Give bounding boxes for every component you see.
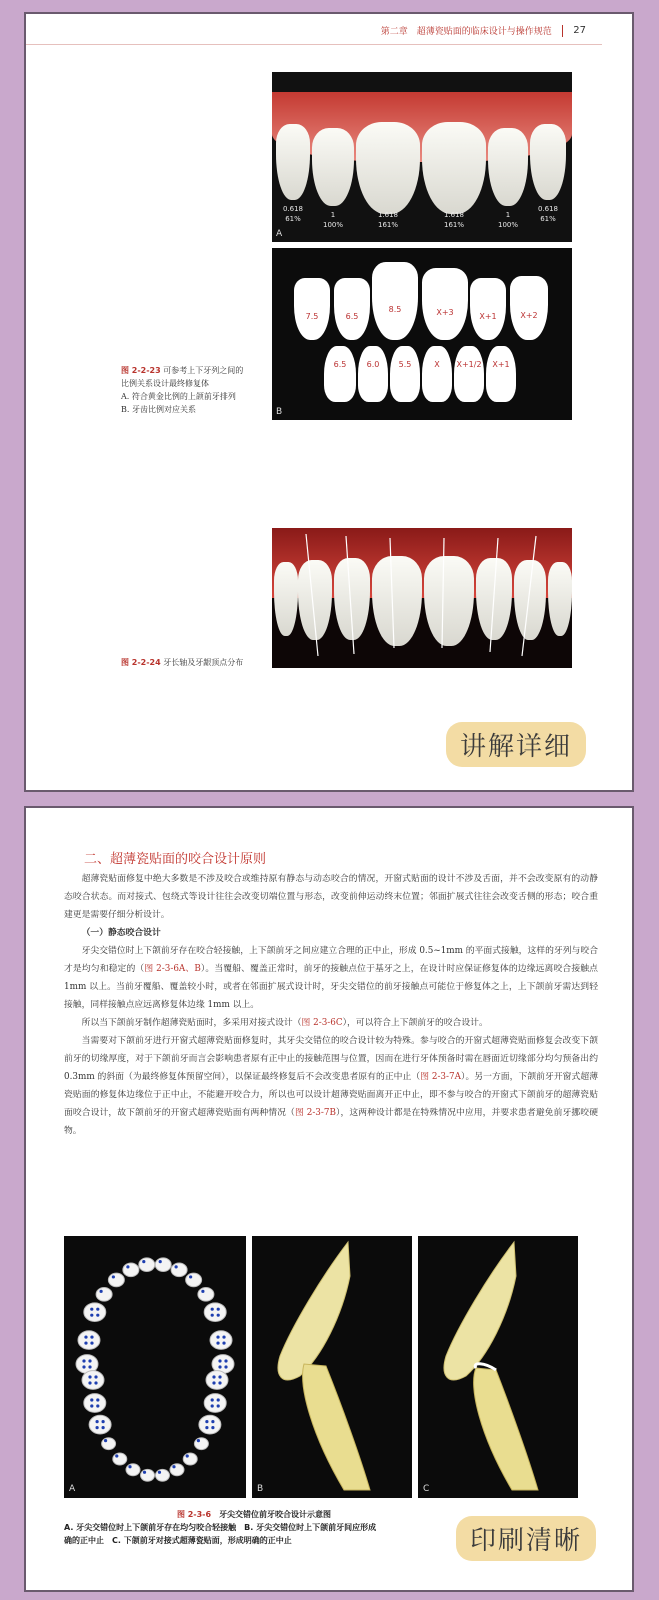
contact-point <box>211 1398 214 1401</box>
upper-tooth <box>294 278 330 340</box>
promo-badge: 印刷清晰 <box>456 1516 596 1561</box>
section-title: 二、超薄瓷贴面的咬合设计原则 <box>84 852 267 867</box>
arch-tooth <box>204 1394 226 1413</box>
contact-point <box>84 1335 87 1338</box>
arch-teeth <box>76 1258 234 1481</box>
upper-incisor <box>278 1242 350 1380</box>
contact-point <box>205 1426 208 1429</box>
figure-caption-2-2-24 <box>121 656 271 669</box>
ratio-label: 1.618 161% <box>377 211 399 229</box>
caption-line: 可参考上下牙列之间的 <box>163 366 244 375</box>
contact-point <box>88 1381 91 1384</box>
chapter-title: 第二章 超薄瓷贴面的临床设计与操作规范 <box>380 27 552 37</box>
contact-point <box>211 1404 214 1407</box>
contact-point <box>100 1290 103 1293</box>
contact-point <box>159 1260 162 1263</box>
contact-point <box>211 1420 214 1423</box>
contact-point <box>82 1365 85 1368</box>
contact-point <box>211 1426 214 1429</box>
figure-reference[interactable]: 图 2-3-7A <box>420 1072 461 1082</box>
arch-tooth <box>139 1258 155 1272</box>
lower-incisor <box>474 1368 538 1490</box>
figure-tooth-axes <box>272 528 572 668</box>
figure-caption-2-3-6 <box>64 1508 444 1547</box>
arch-tooth <box>155 1469 169 1481</box>
proportion-label: X+1 <box>492 360 510 369</box>
arch-tooth <box>123 1263 139 1277</box>
tooth-axis-line <box>442 538 444 648</box>
figure-reference[interactable]: 图 2-3-7B <box>294 1108 336 1118</box>
contact-point <box>172 1465 175 1468</box>
upper-tooth <box>334 278 370 340</box>
arch-tooth <box>108 1273 124 1287</box>
contact-point <box>216 1341 219 1344</box>
contact-point <box>82 1359 85 1362</box>
arch-tooth <box>155 1258 171 1272</box>
contact-point <box>189 1275 192 1278</box>
caption-title-text: 牙尖交错位前牙咬合设计示意图 <box>219 1510 332 1519</box>
paragraph <box>64 942 598 1014</box>
contact-point <box>186 1454 189 1457</box>
lower-tooth <box>486 346 516 402</box>
panel-label-a: A <box>276 229 283 239</box>
arch-tooth <box>206 1371 228 1390</box>
arch-tooth <box>170 1464 184 1476</box>
panel-label-a: A <box>69 1484 76 1494</box>
contact-point <box>158 1471 161 1474</box>
promo-badge: 讲解详细 <box>446 722 586 767</box>
figure-smile-photo <box>272 72 572 242</box>
contact-point <box>90 1398 93 1401</box>
arch-tooth <box>141 1469 155 1481</box>
proportion-label: 6.0 <box>366 360 380 369</box>
tooth <box>276 124 310 200</box>
contact-point <box>90 1341 93 1344</box>
ratio-label: 1 100% <box>497 211 518 229</box>
arch-tooth <box>96 1288 112 1302</box>
paragraph <box>64 1014 598 1032</box>
caption-line: 确的正中止 C. 下颌前牙对接式超薄瓷贴面，形成明确的正中止 <box>64 1536 292 1545</box>
ratio-label: 1 100% <box>322 211 343 229</box>
contact-point <box>224 1359 227 1362</box>
contact-point <box>175 1265 178 1268</box>
header-rule <box>26 44 602 45</box>
arch-tooth <box>210 1331 232 1350</box>
proportion-label: X+3 <box>436 307 454 317</box>
tooth-axis-line <box>490 538 498 652</box>
proportion-label: 6.5 <box>333 360 347 369</box>
contact-point <box>94 1381 97 1384</box>
figure-reference[interactable]: 图 2-3-6C <box>301 1018 343 1028</box>
arch-tooth <box>82 1371 104 1390</box>
figure-incisor-contact <box>252 1236 412 1498</box>
figure-caption-2-2-23 <box>121 364 271 416</box>
subheading <box>64 924 598 942</box>
upper-tooth <box>422 268 468 340</box>
upper-tooth <box>372 262 418 340</box>
lower-tooth <box>422 346 452 402</box>
contact-point <box>90 1335 93 1338</box>
proportion-label: X+2 <box>520 311 538 321</box>
caption-line: 比例关系设计最终修复体 <box>121 379 209 388</box>
proportion-label: 8.5 <box>388 304 402 314</box>
upper-tooth <box>510 276 548 340</box>
caption-text: 牙长轴及牙龈顶点分布 <box>163 658 244 667</box>
contact-point <box>88 1359 91 1362</box>
contact-point <box>115 1454 118 1457</box>
lower-tooth <box>324 346 356 402</box>
ratio-label: 0.618 61% <box>537 205 559 223</box>
text-run: ），可以符合上下颌前牙的咬合设计。 <box>342 1018 488 1028</box>
proportion-label: X+1/2 <box>456 360 482 369</box>
contact-point <box>218 1375 221 1378</box>
lower-tooth <box>454 346 484 402</box>
incisor-diagram <box>252 1236 412 1498</box>
contact-point <box>218 1365 221 1368</box>
arch-tooth <box>126 1464 140 1476</box>
upper-tooth <box>470 278 506 340</box>
proportion-label: 7.5 <box>305 312 319 322</box>
contact-point <box>218 1359 221 1362</box>
tooth-axis-line <box>346 536 354 654</box>
veneer-diagram <box>418 1236 578 1498</box>
arch-tooth <box>78 1331 100 1350</box>
tooth <box>488 128 528 206</box>
tooth <box>356 122 420 214</box>
tooth <box>530 124 566 200</box>
panel-label-b: B <box>257 1484 264 1494</box>
contact-point <box>96 1398 99 1401</box>
contact-point <box>126 1265 129 1268</box>
arch-tooth <box>204 1303 226 1322</box>
contact-point <box>217 1314 220 1317</box>
contact-point <box>90 1308 93 1311</box>
tooth <box>312 128 354 206</box>
text-run: ）。当覆船、覆盖正常时，前牙的接触点位于基牙之上，在设计时应保证修复体的边缘远离咬合接触点 1mm 以上。当前牙覆船、覆盖较小时，或者在邻面扩展式设计时，牙尖交错位的前牙接触点可能位于修复体之上，上下颌前牙需达到轻接触，同样接触点应远离修复体边缘 1mm 以上。 <box>64 964 598 1010</box>
arch-tooth <box>186 1273 202 1287</box>
tooth-axis-line <box>306 534 318 656</box>
caption-line: B. 牙齿比例对应关系 <box>121 405 196 414</box>
contact-point <box>205 1420 208 1423</box>
contact-point <box>217 1398 220 1401</box>
text-run: 所以当下颌前牙制作超薄瓷贴面时，多采用对接式设计（ <box>81 1018 302 1028</box>
text-run: 当需要对下颌前牙进行开窗式超薄瓷贴面修复时，其牙尖交错位的咬合设计较为特殊。参与咬合的开窗式超薄瓷贴面修复会改变下颌前牙的切缘厚度，对于下颌前牙而言会影响患者原有正中止的接触范围与位置，因而在进行牙体预备时需在唇面近切缘部分均匀预备出约 0.3mm 的斜面（为最终修复体预留空间），以保证最终修复后不会改变患者原有的正中止（ <box>64 1036 598 1082</box>
arch-tooth <box>113 1453 127 1465</box>
contact-point <box>197 1439 200 1442</box>
running-header <box>381 24 586 37</box>
proportion-label: X+1 <box>479 312 497 322</box>
paragraph <box>64 1032 598 1140</box>
arch-tooth <box>183 1453 197 1465</box>
paragraph: 超薄瓷贴面修复中绝大多数是不涉及咬合或维持原有静态与动态咬合的情况，开窗式贴面的设计不涉及舌面，并不会改变原有的动静态咬合状态。而对接式、包绕式等设计往往会改变切端位置与形态，改变前伸运动终末位置；邻面扩展式往往会改变舌侧的形态；咬合重建更是需要仔细分析设计。 <box>64 874 598 920</box>
tooth-axis-line <box>390 538 394 648</box>
contact-point <box>84 1341 87 1344</box>
contact-point <box>90 1404 93 1407</box>
caption-line: A. 牙尖交错位时上下颌前牙存在均匀咬合轻接触 B. 牙尖交错位时上下颌前牙间应形成 <box>64 1523 377 1532</box>
header-divider <box>562 25 564 37</box>
panel-label-b: B <box>276 407 283 417</box>
contact-point <box>96 1426 99 1429</box>
contact-point <box>211 1314 214 1317</box>
tooth <box>422 122 486 214</box>
contact-point <box>102 1420 105 1423</box>
arch-tooth <box>198 1288 214 1302</box>
contact-point <box>128 1465 131 1468</box>
figure-dental-arch <box>64 1236 246 1498</box>
text-run: ），这两种设计都是在特殊情况中应用，并要求患者避免前牙挪咬硬物。 <box>64 1108 598 1136</box>
subheading-text: （一）静态咬合设计 <box>81 928 161 938</box>
caption-title <box>64 1508 444 1521</box>
page-number: 27 <box>573 25 586 36</box>
panel-label-c: C <box>423 1484 430 1494</box>
figure-tooth-proportions <box>272 248 572 420</box>
figure-number: 图 2-3-6 <box>176 1510 212 1519</box>
contact-point <box>102 1426 105 1429</box>
contact-point <box>218 1381 221 1384</box>
proportion-label: X <box>434 360 440 369</box>
axis-lines <box>272 528 572 668</box>
contact-point <box>201 1290 204 1293</box>
arch-tooth <box>84 1394 106 1413</box>
book-page-body <box>24 806 634 1592</box>
contact-point <box>142 1260 145 1263</box>
figure-number: 图 2-2-23 <box>121 366 161 375</box>
contact-point <box>96 1404 99 1407</box>
figure-incisor-veneer <box>418 1236 578 1498</box>
contact-point <box>90 1314 93 1317</box>
text-run: 牙尖交错位时上下颌前牙存在咬合轻接触，上下颌前牙之间应建立合理的正中止，形成 0.5~1mm 的平面式接触，这样的牙列与咬合才是均匀和稳定的（ <box>64 946 598 974</box>
figure-reference[interactable]: 图 2-3-6A、B <box>144 964 201 974</box>
proportion-label: 5.5 <box>398 360 412 369</box>
ratio-label: 0.618 61% <box>282 205 304 223</box>
caption-line: A. 符合黄金比例的上颌前牙排列 <box>121 392 236 401</box>
arch-tooth <box>171 1263 187 1277</box>
contact-point <box>222 1335 225 1338</box>
figure-number: 图 2-2-24 <box>121 658 161 667</box>
arch-tooth <box>102 1438 116 1450</box>
arch-tooth <box>89 1415 111 1434</box>
contact-point <box>222 1341 225 1344</box>
text-run: ）。另一方面，下颌前牙开窗式超薄瓷贴面的修复体边缘位于正中止，不能避开咬合力，所以也可以设计超薄瓷贴面离开正中止，即不参与咬合的开窗式下颌前牙的超薄瓷贴面咬合设计，故下颌前牙的开窗式超薄瓷贴面有两种情况（ <box>64 1072 599 1118</box>
ratio-label: 1.618 161% <box>443 211 465 229</box>
lower-tooth <box>390 346 420 402</box>
lower-tooth <box>358 346 388 402</box>
contact-point <box>104 1439 107 1442</box>
contact-point <box>143 1471 146 1474</box>
contact-point <box>96 1420 99 1423</box>
contact-point <box>96 1314 99 1317</box>
lower-incisor <box>303 1364 370 1490</box>
tooth-axis-line <box>522 536 536 656</box>
contact-point <box>224 1365 227 1368</box>
proportion-label: 6.5 <box>345 312 359 322</box>
contact-point <box>216 1335 219 1338</box>
book-page-27 <box>24 12 634 792</box>
arch-tooth <box>194 1438 208 1450</box>
contact-point <box>88 1375 91 1378</box>
contact-point <box>96 1308 99 1311</box>
contact-point <box>94 1375 97 1378</box>
arch-diagram <box>64 1236 246 1498</box>
contact-point <box>217 1404 220 1407</box>
contact-point <box>112 1275 115 1278</box>
body-text <box>64 870 598 1140</box>
arch-tooth <box>199 1415 221 1434</box>
arch-tooth <box>84 1303 106 1322</box>
contact-point <box>212 1381 215 1384</box>
upper-incisor <box>444 1242 516 1380</box>
contact-point <box>88 1365 91 1368</box>
contact-point <box>212 1375 215 1378</box>
contact-point <box>211 1308 214 1311</box>
contact-point <box>217 1308 220 1311</box>
